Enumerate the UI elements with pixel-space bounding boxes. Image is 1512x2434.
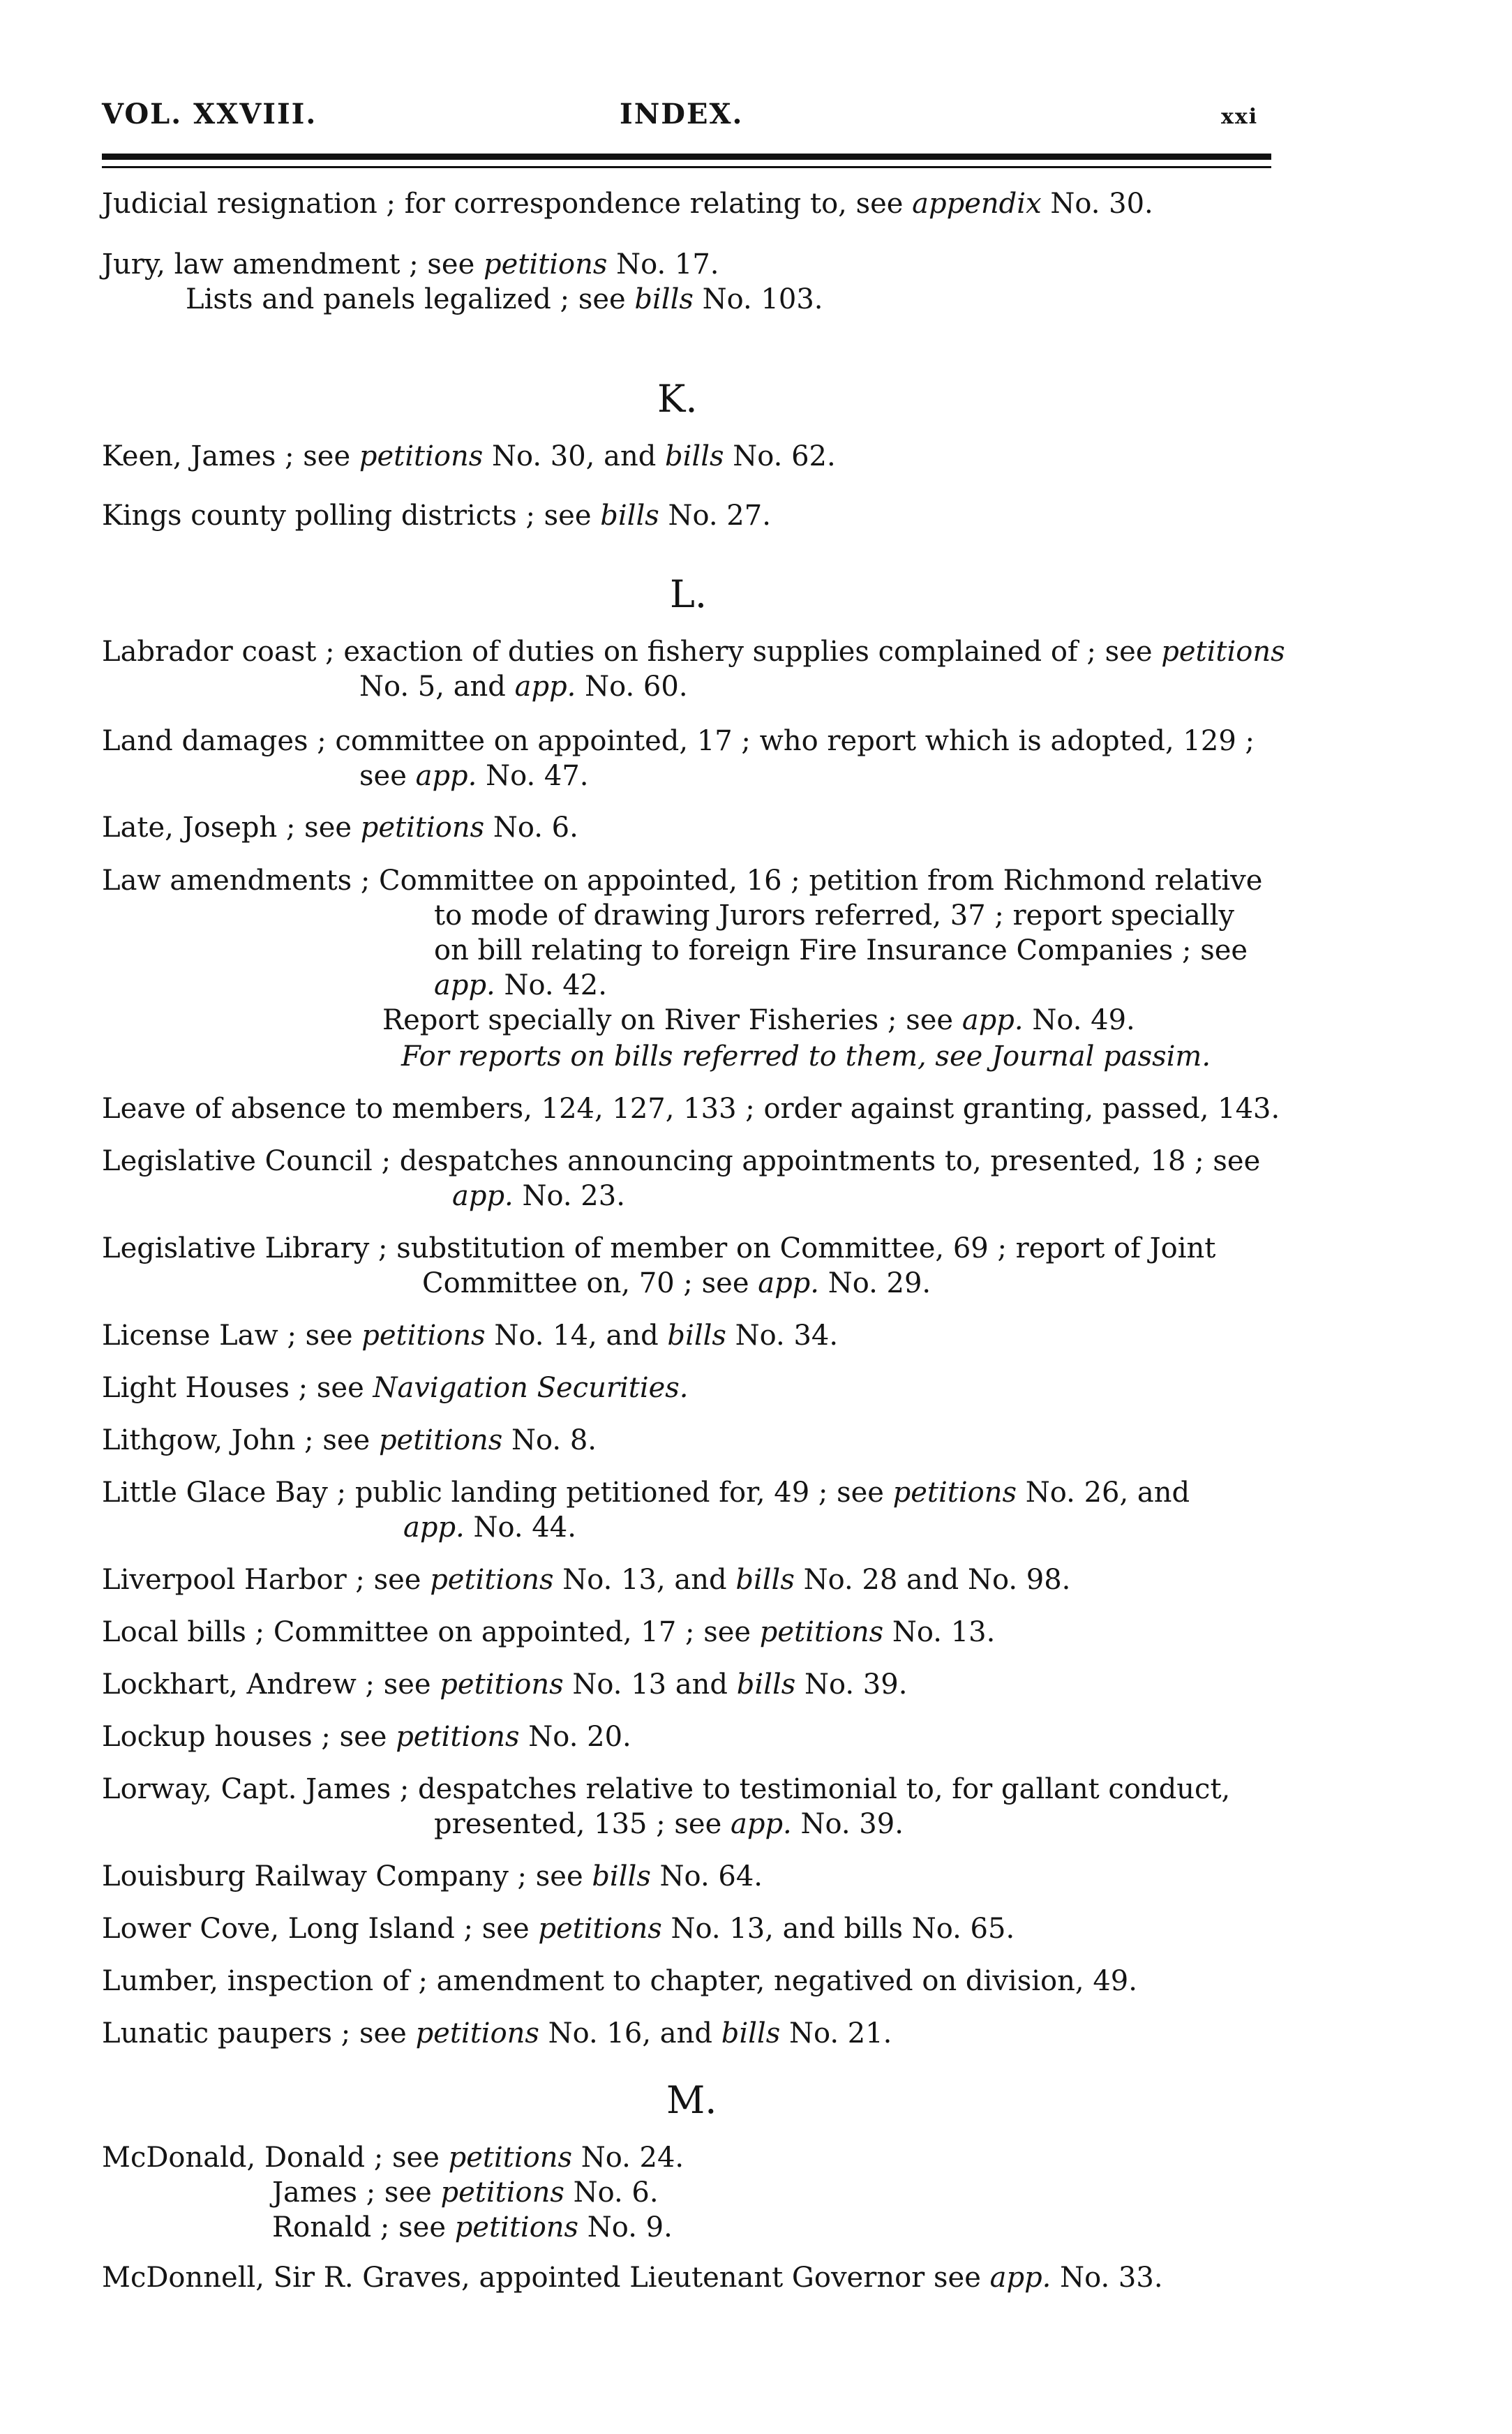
index-text: No. 6.	[484, 812, 578, 844]
index-text: No. 14, and	[485, 1320, 668, 1352]
index-text: No. 62.	[724, 440, 836, 472]
index-text: No. 24.	[572, 2142, 684, 2174]
index-line	[102, 1668, 907, 1701]
index-reference: bills	[667, 1320, 726, 1352]
index-text: Lithgow, John ; see	[102, 1424, 379, 1456]
index-line	[401, 1040, 1211, 1073]
index-reference: app.	[758, 1267, 819, 1299]
index-text: No. 17.	[607, 248, 719, 281]
index-reference: app.	[434, 969, 495, 1001]
index-reference: petitions	[483, 248, 608, 281]
index-reference: petitions	[448, 2142, 572, 2174]
index-text: No. 23.	[513, 1180, 625, 1212]
index-text: Committee on, 70 ; see	[422, 1267, 758, 1299]
index-reference: bills	[736, 1668, 796, 1701]
index-text: McDonnell, Sir R. Graves, appointed Lieutenant Governor see	[102, 2262, 990, 2294]
index-line	[272, 2211, 673, 2244]
index-line	[452, 1179, 625, 1213]
index-text: No. 30.	[1041, 188, 1153, 220]
index-line	[102, 1371, 689, 1405]
index-text: No. 42.	[495, 969, 607, 1001]
index-text: Leave of absence to members, 124, 127, 133 ; order against granting, passed, 143.	[102, 1093, 1280, 1125]
index-text: No. 8.	[502, 1424, 597, 1456]
index-text: No. 13, and	[553, 1564, 736, 1596]
index-text: Lists and panels legalized ; see	[186, 283, 635, 315]
index-reference: bills	[634, 283, 694, 315]
index-reference: petitions	[892, 1477, 1017, 1509]
page-number: xxi	[1221, 105, 1259, 129]
index-reference: bills	[735, 1564, 795, 1596]
index-line	[102, 1144, 1260, 1178]
index-reference: petitions	[378, 1424, 503, 1456]
index-text: on bill relating to foreign Fire Insurance Companies ; see	[434, 934, 1248, 966]
index-line	[102, 440, 836, 473]
index-line	[102, 2261, 1163, 2294]
index-text: Lower Cove, Long Island ; see	[102, 1913, 539, 1945]
index-text: Jury, law amendment ; see	[102, 248, 484, 281]
index-reference: app.	[403, 1511, 465, 1544]
index-line	[102, 187, 1153, 221]
index-reference: petitions	[538, 1913, 662, 1945]
index-text: Local bills ; Committee on appointed, 17 ; see	[102, 1616, 760, 1648]
index-text: Light Houses ; see	[102, 1372, 373, 1404]
index-line	[102, 1772, 1230, 1806]
index-reference: app.	[989, 2262, 1051, 2294]
index-text: Lorway, Capt. James ; despatches relative to testimonial to, for gallant conduct,	[102, 1773, 1231, 1805]
index-reference: petitions	[440, 1668, 564, 1701]
index-text: James ; see	[272, 2177, 441, 2209]
index-text: Lumber, inspection of ; amendment to chapter, negatived on division, 49.	[102, 1965, 1137, 1997]
index-reference: petitions	[1161, 636, 1285, 668]
index-line	[102, 864, 1262, 897]
index-reference: petitions	[430, 1564, 554, 1596]
index-line	[102, 635, 1285, 669]
index-text: No. 29.	[819, 1267, 931, 1299]
index-text: No. 13, and bills No. 65.	[661, 1913, 1015, 1945]
index-text: No. 6.	[564, 2177, 659, 2209]
index-text: Labrador coast ; exaction of duties on fishery supplies complained of ; see	[102, 636, 1162, 668]
index-text: No. 21.	[780, 2017, 892, 2050]
index-line	[359, 670, 688, 703]
index-text: Little Glace Bay ; public landing petitioned for, 49 ; see	[102, 1477, 893, 1509]
index-line	[102, 1476, 1190, 1509]
index-line	[102, 499, 771, 532]
index-text: Late, Joseph ; see	[102, 812, 361, 844]
index-line	[102, 1964, 1137, 1998]
index-text: No. 34.	[726, 1320, 839, 1352]
index-text: No. 44.	[464, 1511, 576, 1544]
index-line	[102, 1860, 763, 1893]
index-line	[102, 1912, 1015, 1946]
index-reference: petitions	[415, 2017, 539, 2050]
index-reference: appendix	[912, 188, 1042, 220]
index-text: Liverpool Harbor ; see	[102, 1564, 431, 1596]
index-text: No. 39.	[791, 1808, 904, 1840]
section-letter: K.	[657, 377, 698, 421]
index-reference: app.	[415, 760, 477, 792]
index-line	[102, 1319, 838, 1352]
index-line	[434, 1807, 904, 1841]
index-line	[102, 1232, 1215, 1265]
index-line	[186, 283, 823, 316]
index-line	[102, 248, 719, 281]
index-text: No. 27.	[659, 500, 771, 532]
index-reference: petitions	[361, 1320, 486, 1352]
index-reference: petitions	[359, 440, 484, 472]
index-line	[434, 969, 607, 1002]
index-text: Legislative Council ; despatches announcing appointments to, presented, 18 ; see	[102, 1145, 1261, 1177]
index-line	[272, 2176, 659, 2209]
index-line	[102, 1563, 1070, 1597]
volume-label: VOL. XXVIII.	[102, 98, 317, 130]
index-text: No. 5, and	[359, 671, 515, 703]
page-title: INDEX.	[620, 98, 744, 130]
index-reference: For reports on bills referred to them, see Journal passim.	[401, 1040, 1211, 1073]
index-text: presented, 135 ; see	[434, 1808, 731, 1840]
index-text: No. 28 and No. 98.	[794, 1564, 1071, 1596]
index-text: No. 30, and	[483, 440, 666, 472]
index-text: License Law ; see	[102, 1320, 362, 1352]
index-text: No. 49.	[1023, 1004, 1135, 1036]
section-letter: L.	[670, 572, 708, 616]
index-reference: app.	[961, 1004, 1024, 1036]
index-reference: petitions	[454, 2211, 579, 2243]
index-text: No. 16, and	[539, 2017, 721, 2050]
index-text: Lockup houses ; see	[102, 1721, 396, 1753]
index-text: No. 26, and	[1017, 1477, 1190, 1509]
index-line	[102, 1092, 1280, 1126]
index-line	[102, 2017, 892, 2050]
index-reference: Navigation Securities.	[373, 1372, 689, 1404]
index-text: No. 33.	[1051, 2262, 1163, 2294]
index-text: No. 13.	[883, 1616, 996, 1648]
index-text: see	[359, 760, 416, 792]
index-text: No. 47.	[477, 760, 589, 792]
index-line	[102, 1424, 597, 1457]
index-reference: app.	[730, 1808, 792, 1840]
index-reference: petitions	[396, 1721, 520, 1753]
index-text: No. 9.	[578, 2211, 673, 2243]
index-reference: petitions	[360, 812, 485, 844]
index-text: No. 39.	[795, 1668, 908, 1701]
index-line	[422, 1267, 931, 1300]
index-reference: bills	[721, 2017, 781, 2050]
index-text: Lunatic paupers ; see	[102, 2017, 416, 2050]
index-line	[102, 811, 578, 844]
index-text: Keen, James ; see	[102, 440, 359, 472]
index-line	[102, 724, 1255, 758]
index-reference: bills	[600, 500, 659, 532]
index-text: Law amendments ; Committee on appointed, 16 ; petition from Richmond relative	[102, 865, 1263, 897]
index-reference: app.	[514, 671, 576, 703]
index-text: Kings county polling districts ; see	[102, 500, 601, 532]
index-text: Louisburg Railway Company ; see	[102, 1860, 592, 1892]
index-reference: petitions	[759, 1616, 884, 1648]
index-reference: bills	[592, 1860, 651, 1892]
index-line	[434, 899, 1234, 932]
index-text: No. 13 and	[563, 1668, 737, 1701]
index-text: Report specially on River Fisheries ; see	[382, 1004, 962, 1036]
index-text: Land damages ; committee on appointed, 17 ; who report which is adopted, 129 ;	[102, 725, 1255, 757]
header-rule-thick	[102, 154, 1271, 160]
index-reference: app.	[452, 1180, 514, 1212]
index-line	[403, 1511, 576, 1544]
index-text: Lockhart, Andrew ; see	[102, 1668, 440, 1701]
index-text: No. 20.	[519, 1721, 631, 1753]
index-text: Legislative Library ; substitution of member on Committee, 69 ; report of Joint	[102, 1232, 1216, 1264]
index-reference: bills	[665, 440, 724, 472]
index-line	[102, 1720, 631, 1754]
index-reference: petitions	[440, 2177, 564, 2209]
index-line	[434, 934, 1248, 967]
index-line	[102, 1615, 995, 1649]
index-text: No. 60.	[576, 671, 688, 703]
index-line	[359, 759, 589, 793]
index-text: Judicial resignation ; for correspondence relating to, see	[102, 188, 913, 220]
index-text: McDonald, Donald ; see	[102, 2142, 449, 2174]
index-text: to mode of drawing Jurors referred, 37 ; report specially	[434, 899, 1234, 932]
index-text: Ronald ; see	[272, 2211, 455, 2243]
index-line	[102, 2141, 684, 2174]
header-rule-thin	[102, 166, 1271, 168]
index-text: No. 103.	[693, 283, 823, 315]
index-line	[382, 1003, 1135, 1037]
index-text: No. 64.	[650, 1860, 763, 1892]
section-letter: M.	[666, 2078, 717, 2122]
